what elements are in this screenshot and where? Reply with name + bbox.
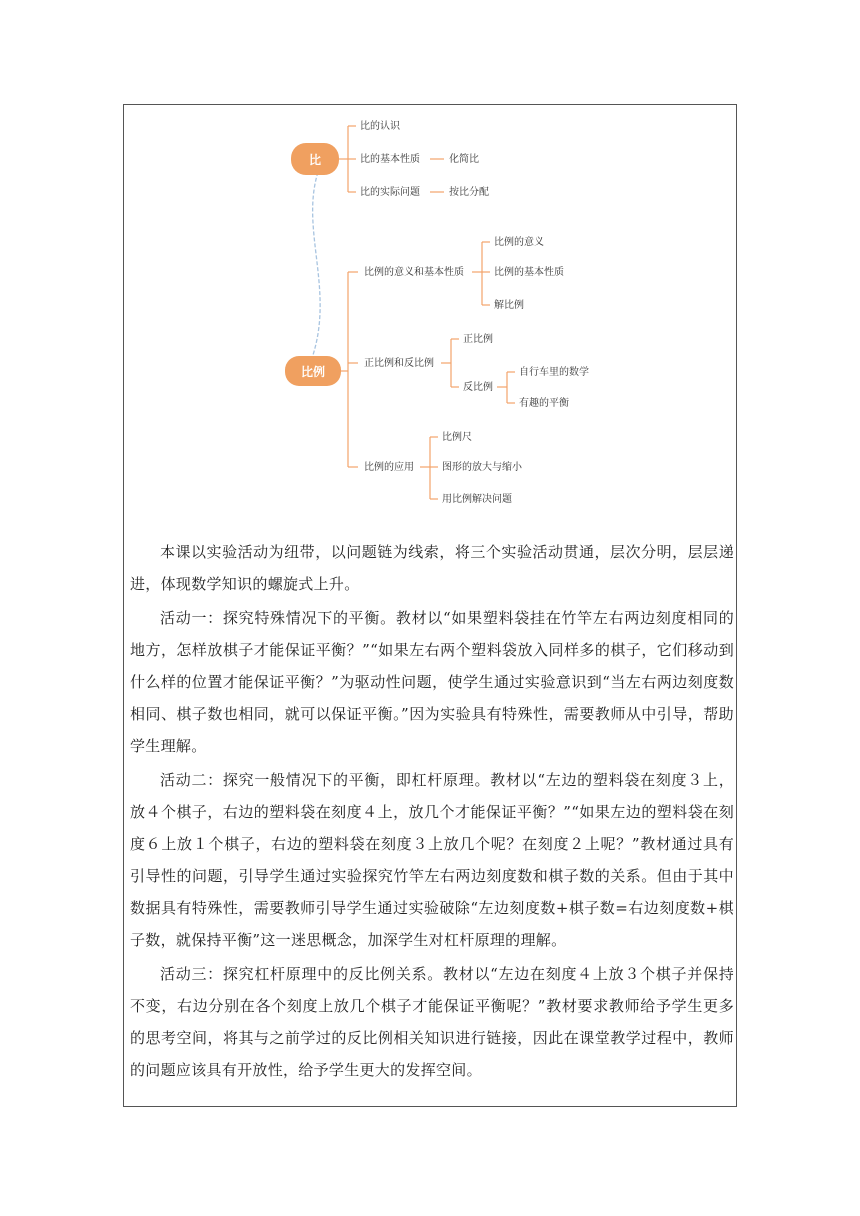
branch2-child-2: 反比例: [463, 382, 493, 393]
branch1-child-2: 比例的基本性质: [494, 267, 564, 278]
bi-child-3: 比的实际问题: [360, 187, 420, 198]
inverse-child-2: 有趣的平衡: [519, 398, 569, 409]
bili-branch-2: 正比例和反比例: [364, 358, 434, 369]
bi-leaf-simplify: 化简比: [449, 154, 479, 165]
root-bi-label: 比: [308, 153, 322, 167]
branch2-child-1: 正比例: [463, 334, 493, 345]
branch1-child-3: 解比例: [494, 300, 524, 311]
paragraph-activity-1: 活动一：探究特殊情况下的平衡。教材以“如果塑料袋挂在竹竿左右两边刻度相同的地方，怎样放棋子才能保证平衡？”“如果左右两个塑料袋放入同样多的棋子，它们移动到什么样的位置才能保证平衡？”为驱动性问题，使学生通过实验意识到“当左右两边刻度数相同、棋子数也相同，就可以保证平衡。”因为实验具有特殊性，需要教师从中引导，帮助学生理解。: [130, 609, 734, 755]
paragraph-intro: 本课以实验活动为纽带，以问题链为线索，将三个实验活动贯通，层次分明，层层递进，体现数学知识的螺旋式上升。: [130, 543, 734, 593]
branch3-child-2: 图形的放大与缩小: [442, 462, 522, 473]
bi-child-1: 比的认识: [360, 121, 400, 132]
paragraph-activity-3: 活动三：探究杠杆原理中的反比例关系。教材以“左边在刻度４上放３个棋子并保持不变，右边分别在各个刻度上放几个棋子才能保证平衡呢？”教材要求教师给予学生更多的思考空间，将其与之前学过的反比例相关知识进行链接，因此在课堂教学过程中，教师的问题应该具有开放性，给予学生更大的发挥空间。: [130, 965, 734, 1079]
branch3-child-1: 比例尺: [442, 432, 472, 443]
branch3-child-3: 用比例解决问题: [442, 494, 512, 505]
paragraph-activity-2: 活动二：探究一般情况下的平衡，即杠杆原理。教材以“左边的塑料袋在刻度３上，放４个棋子，右边的塑料袋在刻度４上，放几个才能保证平衡？”“如果左边的塑料袋在刻度６上放１个棋子，右边的塑料袋在刻度３上放几个呢？在刻度２上呢？”教材通过具有引导性的问题，引导学生通过实验探究竹竿左右两边刻度数和棋子数的关系。但由于其中数据具有特殊性，需要教师引导学生通过实验破除“左边刻度数+棋子数=右边刻度数+棋子数，就保持平衡”这一迷思概念，加深学生对杠杆原理的理解。: [130, 771, 734, 949]
branch1-child-1: 比例的意义: [494, 237, 544, 248]
mind-map: [0, 0, 860, 520]
bili-branch-3: 比例的应用: [364, 462, 414, 473]
root-connector: [312, 172, 320, 358]
inverse-child-1: 自行车里的数学: [519, 367, 589, 378]
bi-child-2: 比的基本性质: [360, 154, 420, 165]
bi-leaf-distribute: 按比分配: [449, 187, 489, 198]
root-bili-label: 比例: [300, 365, 326, 379]
bili-branch-1: 比例的意义和基本性质: [364, 267, 464, 278]
